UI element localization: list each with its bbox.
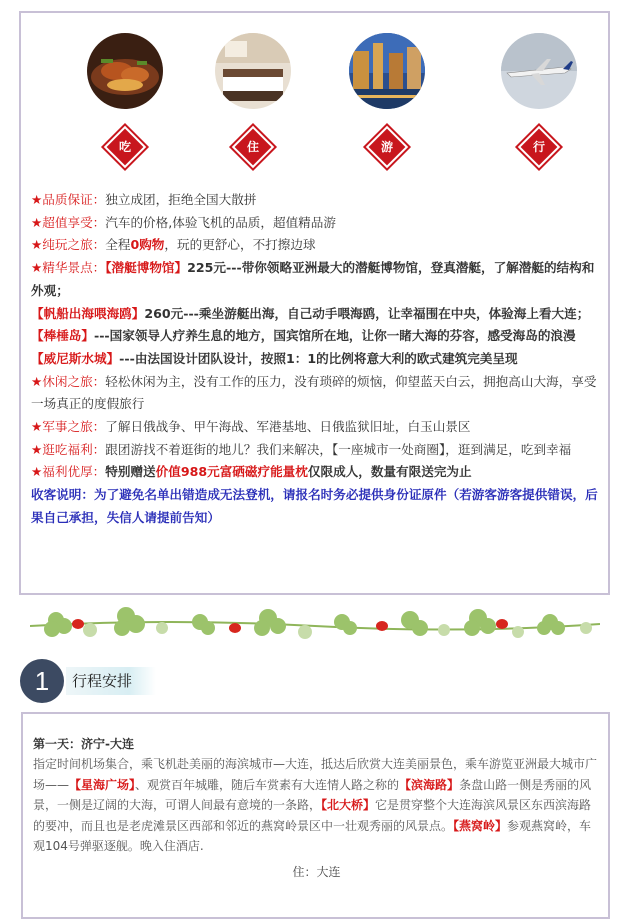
category-icons [21,33,608,183]
feature-bangchui [31,325,599,348]
clover-divider-graphic [30,598,600,650]
feature-benefits [31,461,599,484]
feature-pure-tour-text-b: ，玩的更舒心，不打擦边球 [164,237,316,253]
day-1-text-d: 它是贯穿整个大连海滨风景区东西滨海路的要冲，而且也是老虎滩景区西部和邻近的燕窝岭景区中一壮观秀丽的风景点。 [33,798,592,833]
booking-notice-text: 收客说明：为了避免名单出错造成无法登机，请报名时务必提供身份证原件（若游客游客提供错误，后果自己承担，失信人请提前告知） [31,487,598,525]
sailing-seagull: 【帆船出海喂海鸥】 [31,305,145,321]
section-number: 1 [20,659,64,703]
feature-quality-title: ★品质保证： [31,192,106,207]
feature-military-title: ★军事之旅： [31,419,106,435]
yanwoling: 【燕窝岭】 [453,818,508,833]
category-travel[interactable] [499,33,579,169]
airplane-photo [501,33,577,109]
day-1-text-e: 参观燕窝岭，车观104号弹驱逐舰。晚入住酒店. [33,818,592,854]
feature-highlights-title: ★精华景点： [31,260,106,276]
feature-benefits-title: ★福利优厚： [31,464,106,480]
feature-value-text: 汽车的价格,体验飞机的品质，超值精品游 [105,214,336,230]
bangchui-island-text: ---国家领导人疗养生息的地方，国宾馆所在地，让你一睹大海的芬容，感受海岛的浪漫 [93,328,576,344]
north-bridge: 【北大桥】 [321,798,376,813]
itinerary-panel [21,712,610,919]
feature-pure-tour-title: ★纯玩之旅： [31,237,106,253]
feature-benefits-text-a: 特别赠送 [105,464,156,480]
day-1-text-b: 、观赏百年城雕，随后车赏素有大连情人路之称的 [135,777,400,792]
feature-shopping-title: ★逛吃福利： [31,441,106,457]
stay-badge [231,125,275,169]
city-street-photo [349,33,425,109]
category-stay[interactable] [213,33,293,169]
tour-badge [365,125,409,169]
hotel-room-photo [215,33,291,109]
day-1-text-c: 条盘山路一侧是秀丽的风景，一侧是辽阔的大海，可谓人间最有意境的一条路， [33,777,592,813]
bangchui-island: 【棒棰岛】 [31,328,94,344]
day-1-text-a: 指定时间机场集合，乘飞机赴美丽的海滨城市—大连，抵达后欣赏大连美丽景色，乘车游览亚洲最大城市广场—— [33,757,598,792]
xinghai-square: 【星海广场】 [69,777,136,792]
feature-pure-tour-text-a: 全程 [105,237,131,253]
category-eat[interactable] [85,33,165,169]
feature-value-title: ★超值享受： [31,214,106,230]
feature-leisure [31,371,599,416]
eat-label: 吃 [118,140,131,154]
travel-badge [517,125,561,169]
feature-shopping [31,439,599,462]
venice-water-city: 【威尼斯水城】 [31,350,120,366]
feature-quality [31,189,599,212]
feature-pure-tour [31,234,599,257]
feature-shopping-text: 跟团游找不着逛街的地儿？我们来解决，【一座城市一处商圈】，逛到满足，吃到幸福 [105,441,572,457]
highlights-panel [19,11,610,595]
day-1-title: 第一天：济宁-大连 [33,737,134,751]
category-tour[interactable] [347,33,427,169]
feature-list [31,189,599,530]
sailing-seagull-text: 260元---乘坐游艇出海，自己动手喂海鸥，让幸福围在中央，体验海上看大连； [144,305,590,321]
feature-quality-text: 独立成团，拒绝全国大散拼 [105,192,257,207]
day-1 [33,734,600,883]
submarine-museum: 【潜艇博物馆】 [105,260,188,276]
submarine-museum-text: 225元---带你领略亚洲最大的潜艇博物馆，登真潜艇，了解潜艇的结构和外观； [31,260,595,298]
day-1-description [33,754,600,856]
binhai-road: 【滨海路】 [399,777,460,792]
feature-venice [31,348,599,371]
feature-military-text: 了解日俄战争、甲午海战、军港基地、日俄监狱旧址，白玉山景区 [105,419,471,435]
venice-water-city-text: ---由法国设计团队设计，按照1：1的比例将意大利的欧式建筑完美呈现 [119,350,518,366]
booking-notice [31,484,599,529]
feature-military [31,416,599,439]
itinerary-heading [20,659,160,703]
gift-pillow: 价值988元富硒磁疗能量枕 [155,464,308,480]
tour-label: 游 [380,140,393,154]
feature-leisure-text: 轻松休闲为主，没有工作的压力，没有琐碎的烦恼，仰望蓝天白云，拥抱高山大海，享受一场真正的度假旅行 [31,373,597,412]
feature-benefits-text-b: 仅限成人，数量有限送完为止 [307,464,472,480]
feature-highlights [31,257,599,302]
section-title: 行程安排 [66,667,156,695]
day-1-accommodation: 住：大连 [292,865,341,880]
food-photo [87,33,163,109]
feature-leisure-title: ★休闲之旅： [31,373,106,389]
clover-divider [30,598,600,650]
eat-badge [103,125,147,169]
feature-sailing [31,303,599,326]
stay-label: 住 [246,140,259,154]
travel-label: 行 [532,140,545,154]
feature-value [31,212,599,235]
zero-shopping: 0购物 [130,237,165,253]
